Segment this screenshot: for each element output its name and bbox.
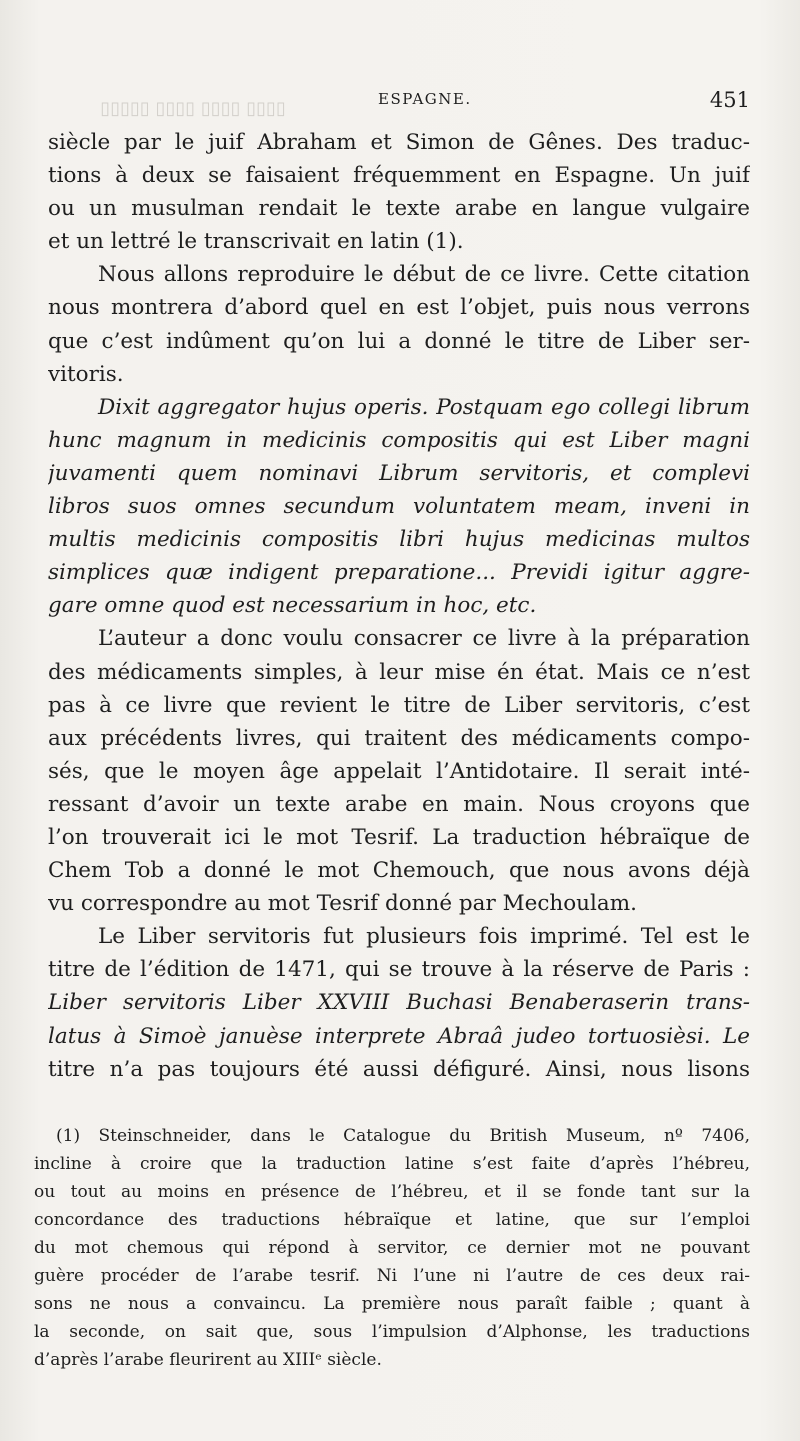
footnote-line: du mot chemous qui répond à servitor, ce dernier mot ne pouvant <box>34 1238 750 1258</box>
text-line: latus à Simoè januèse interprete Abraâ judeo tortuosièsi. Le <box>48 1023 750 1049</box>
latin-quote-line: juvamenti quem nominavi Librum servitoris, et complevi <box>48 460 750 486</box>
footnote <box>34 1122 750 1374</box>
show-through-text: ▯▯▯▯ ▯▯▯▯ ▯▯▯▯ ▯▯▯▯▯ <box>100 98 286 119</box>
text-line: et un lettré le transcrivait en latin (1). <box>48 229 464 255</box>
running-title: ESPAGNE. <box>378 90 472 108</box>
text-line: pas à ce livre que revient le titre de Liber servitoris, c’est <box>48 692 750 718</box>
text-line: vitoris. <box>48 361 124 387</box>
footnote-line: (1) Steinschneider, dans le Catalogue du British Museum, nº 7406, <box>56 1126 750 1146</box>
text-line: ressant d’avoir un texte arabe en main. Nous croyons que <box>48 791 750 817</box>
text-line: sés, que le moyen âge appelait l’Antidotaire. Il serait inté- <box>48 758 750 784</box>
footnote-line: sons ne nous a convaincu. La première nous paraît faible ; quant à <box>34 1294 750 1314</box>
page-header <box>48 88 750 118</box>
main-text <box>48 126 750 1086</box>
text-line: Liber servitoris Liber XXVIII Buchasi Benaberaserin trans- <box>48 990 750 1016</box>
latin-quote-line: simplices quæ indigent preparatione... Previdi igitur aggre- <box>48 560 750 586</box>
text-line: l’on trouverait ici le mot Tesrif. La traduction hébraïque de <box>48 824 750 850</box>
text-line: Chem Tob a donné le mot Chemouch, que nous avons déjà <box>48 858 750 884</box>
text-line: ou un musulman rendait le texte arabe en langue vulgaire <box>48 196 750 222</box>
latin-quote-line: hunc magnum in medicinis compositis qui est Liber magni <box>48 427 750 453</box>
text-line: que c’est indûment qu’on lui a donné le titre de Liber ser- <box>48 328 750 354</box>
text-line: L’auteur a donc voulu consacrer ce livre à la préparation <box>98 626 750 652</box>
text-line: vu correspondre au mot Tesrif donné par Mechoulam. <box>48 891 637 917</box>
latin-quote-line: libros suos omnes secundum voluntatem meam, inveni in <box>48 494 750 520</box>
text-line: siècle par le juif Abraham et Simon de Gênes. Des traduc- <box>48 130 750 155</box>
footnote-line: ou tout au moins en présence de l’hébreu, et il se fonde tant sur la <box>34 1182 750 1202</box>
latin-quote-line: multis medicinis compositis libri hujus medicinas multos <box>48 527 750 553</box>
page-number: 451 <box>709 88 750 112</box>
text-line: Nous allons reproduire le début de ce livre. Cette citation <box>98 262 750 288</box>
text-line: aux précédents livres, qui traitent des médicaments compo- <box>48 725 750 751</box>
text-line: Le Liber servitoris fut plusieurs fois imprimé. Tel est le <box>98 924 750 950</box>
text-line: des médicaments simples, à leur mise én état. Mais ce n’est <box>48 659 750 685</box>
text-line: nous montrera d’abord quel en est l’objet, puis nous verrons <box>48 295 750 321</box>
footnote-line: d’après l’arabe fleurirent au XIIIᵉ siècle. <box>34 1350 382 1370</box>
latin-quote-line: gare omne quod est necessarium in hoc, etc. <box>48 593 537 619</box>
text-line: titre de l’édition de 1471, qui se trouve à la réserve de Paris : <box>48 957 750 983</box>
footnote-line: la seconde, on sait que, sous l’impulsion d’Alphonse, les traductions <box>34 1322 750 1342</box>
footnote-line: concordance des traductions hébraïque et latine, que sur l’emploi <box>34 1210 750 1230</box>
text-line: titre n’a pas toujours été aussi défiguré. Ainsi, nous lisons <box>48 1056 750 1082</box>
footnote-line: guère procéder de l’arabe tesrif. Ni l’une ni l’autre de ces deux rai- <box>34 1266 750 1286</box>
footnote-line: incline à croire que la traduction latine s’est faite d’après l’hébreu, <box>34 1154 750 1174</box>
latin-quote-line: Dixit aggregator hujus operis. Postquam ego collegi librum <box>98 394 750 420</box>
text-line: tions à deux se faisaient fréquemment en Espagne. Un juif <box>48 163 750 189</box>
